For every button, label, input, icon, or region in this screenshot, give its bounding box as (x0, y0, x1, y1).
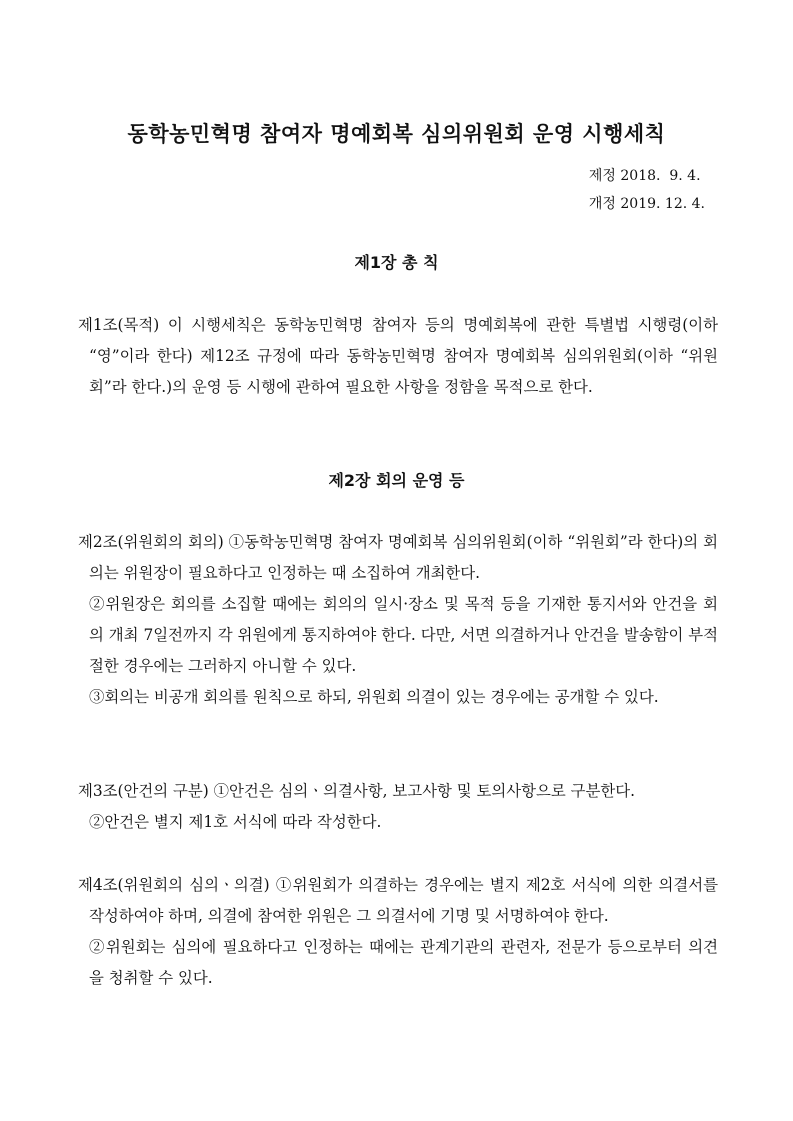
article-3 (78, 776, 718, 838)
article-2-paragraph-3: ③회의는 비공개 회의를 원칙으로 하되, 위원회 의결이 있는 경우에는 공개할 수 있다. (89, 688, 659, 706)
article-3-paragraph-2: ②안건은 별지 제1호 서식에 따라 작성한다. (89, 813, 382, 831)
article-4 (78, 870, 718, 994)
revision-dates (589, 162, 705, 218)
article-1 (78, 310, 718, 403)
article-1-text: 제1조(목적) 이 시행세칙은 동학농민혁명 참여자 등의 명예회복에 관한 특별법 시행령(이하 “영”이라 한다) 제12조 규정에 따라 동학농민혁명 참여자 명예회복 심의위원회(이하 “위원회”라 한다.)의 운영 등 시행에 관하여 필요한 사항을 정함을 목적으로 한다. (78, 316, 718, 396)
revised-date: 개정 2019. 12. 4. (588, 196, 705, 212)
chapter-2-title: 제2장 회의 운영 등 (328, 471, 465, 490)
article-4-paragraph-1: 제4조(위원회의 심의ㆍ의결) ①위원회가 의결하는 경우에는 별지 제2호 서식에 의한 의결서를 작성하여야 하며, 의결에 참여한 위원은 그 의결서에 기명 및 서명하여야 한다. (78, 876, 718, 925)
article-2-paragraph-1: 제2조(위원회의 회의) ①동학농민혁명 참여자 명예회복 심의위원회(이하 “위원회”라 한다)의 회의는 위원장이 필요하다고 인정하는 때 소집하여 개최한다. (78, 533, 718, 582)
article-4-paragraph-2: ②위원회는 심의에 필요하다고 인정하는 때에는 관계기관의 관련자, 전문가 등으로부터 의견을 청취할 수 있다. (89, 938, 718, 987)
article-2-paragraph-2: ②위원장은 회의를 소집할 때에는 회의의 일시·장소 및 목적 등을 기재한 통지서와 안건을 회의 개최 7일전까지 각 위원에게 통지하여야 한다. 다만, 서면 의결하거나 안건을 발송함이 부적절한 경우에는 그러하지 아니할 수 있다. (89, 595, 718, 675)
enacted-date: 제정 2018. 9. 4. (588, 168, 701, 184)
article-3-paragraph-1: 제3조(안건의 구분) ①안건은 심의ㆍ의결사항, 보고사항 및 토의사항으로 구분한다. (78, 782, 635, 800)
document-title: 동학농민혁명 참여자 명예회복 심의위원회 운영 시행세칙 (127, 122, 666, 146)
chapter-1-title: 제1장 총 칙 (354, 253, 439, 272)
article-2 (78, 527, 718, 713)
